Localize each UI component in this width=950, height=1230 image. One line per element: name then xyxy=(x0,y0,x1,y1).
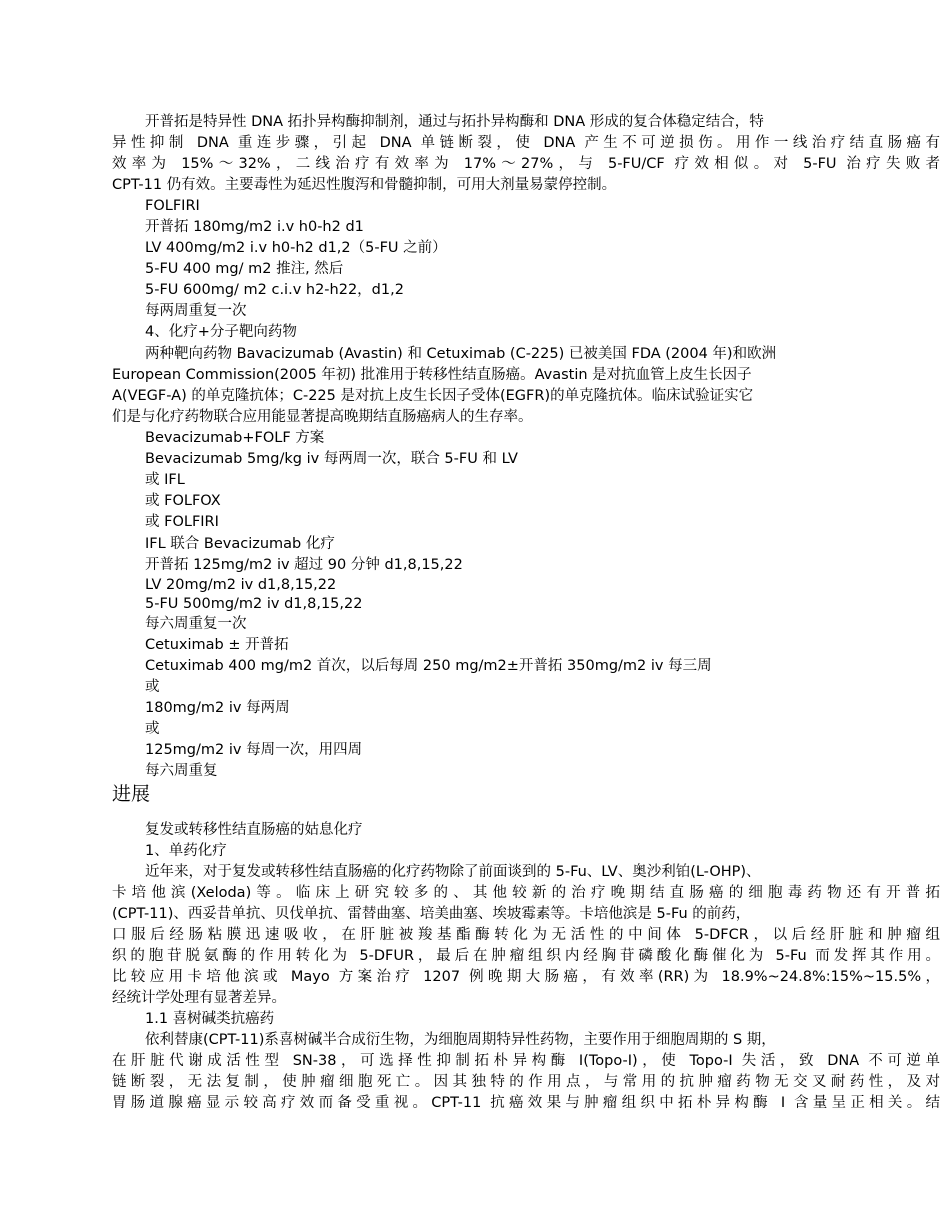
paragraph-line: 胃肠道腺癌显示较高疗效而备受重视。CPT-11 抗癌效果与肿瘤组织中拓朴异构酶 I 含量呈正相关。结 xyxy=(112,1095,940,1111)
regimen-line: 每六周重复 xyxy=(145,763,218,779)
section-subtitle: 4、化疗+分子靶向药物 xyxy=(145,324,297,340)
regimen-line: 开普拓 180mg/m2 i.v h0-h2 d1 xyxy=(145,219,364,235)
paragraph-line: 卡培他滨(Xeloda)等。临床上研究较多的、其他较新的治疗晚期结直肠癌的细胞毒药物还有开普拓 xyxy=(112,885,940,901)
paragraph-line: 两种靶向药物 Bavacizumab (Avastin) 和 Cetuximab (C-225) 已被美国 FDA (2004 年)和欧洲 xyxy=(145,346,777,362)
regimen-line: 5-FU 600mg/ m2 c.i.v h2-h22，d1,2 xyxy=(145,282,404,298)
regimen-line: 125mg/m2 iv 每周一次，用四周 xyxy=(145,742,363,758)
regimen-line: 5-FU 500mg/m2 iv d1,8,15,22 xyxy=(145,596,363,612)
regimen-line: LV 20mg/m2 iv d1,8,15,22 xyxy=(145,577,337,593)
regimen-line: 开普拓 125mg/m2 iv 超过 90 分钟 d1,8,15,22 xyxy=(145,557,463,573)
paragraph-line: 近年来，对于复发或转移性结直肠癌的化疗药物除了前面谈到的 5-Fu、LV、奥沙利铂(L-OHP)、 xyxy=(145,864,761,880)
regimen-line: 或 xyxy=(145,679,160,695)
paragraph-line: 比较应用卡培他滨或 Mayo 方案治疗 1207 例晚期大肠癌，有效率(RR)为 18.9%~24.8%:15%~15.5%， xyxy=(112,969,940,985)
paragraph-line: 在肝脏代谢成活性型 SN-38，可选择性抑制拓朴异构酶 I(Topo-I)，使 Topo-I 失活，致 DNA 不可逆单 xyxy=(112,1053,940,1069)
regimen-line: LV 400mg/m2 i.v h0-h2 d1,2（5-FU 之前） xyxy=(145,240,447,256)
paragraph-line: 开普拓是特异性 DNA 拓扑异构酶抑制剂，通过与拓扑异构酶和 DNA 形成的复合体稳定结合，特 xyxy=(145,114,764,130)
regimen-line: Cetuximab 400 mg/m2 首次，以后每周 250 mg/m2±开普拓 350mg/m2 iv 每三周 xyxy=(145,658,712,674)
paragraph-line: 链断裂，无法复制，使肿瘤细胞死亡。因其独特的作用点，与常用的抗肿瘤药物无交叉耐药性，及对 xyxy=(112,1074,940,1090)
section-subtitle: 1、单药化疗 xyxy=(145,843,227,859)
paragraph-line: 口服后经肠粘膜迅速吸收，在肝脏被羧基酯酶转化为无活性的中间体 5-DFCR，以后经肝脏和肿瘤组 xyxy=(112,927,940,943)
regimen-line: 或 IFL xyxy=(145,472,185,488)
regimen-title: FOLFIRI xyxy=(145,198,200,214)
paragraph-line: A(VEGF-A) 的单克隆抗体；C-225 是对抗上皮生长因子受体(EGFR)的单克隆抗体。临床试验证实它 xyxy=(112,388,754,404)
regimen-line: 每六周重复一次 xyxy=(145,616,247,632)
regimen-title: Cetuximab ± 开普拓 xyxy=(145,637,289,653)
regimen-line: 5-FU 400 mg/ m2 推注, 然后 xyxy=(145,261,344,277)
regimen-line: 或 FOLFOX xyxy=(145,493,221,509)
section-heading: 进展 xyxy=(112,783,151,805)
paragraph-line: European Commission(2005 年初) 批准用于转移性结直肠癌。Avastin 是对抗血管上皮生长因子 xyxy=(112,367,752,383)
regimen-title: IFL 联合 Bevacizumab 化疗 xyxy=(145,536,335,552)
regimen-line: 或 FOLFIRI xyxy=(145,514,219,530)
paragraph-line: 依利替康(CPT-11)系喜树碱半合成衍生物，为细胞周期特异性药物，主要作用于细胞周期的 S 期， xyxy=(145,1032,776,1048)
section-subtitle: 复发或转移性结直肠癌的姑息化疗 xyxy=(145,822,363,838)
regimen-line: 或 xyxy=(145,721,160,737)
regimen-line: 每两周重复一次 xyxy=(145,303,247,319)
paragraph-line: 经统计学处理有显著差异。 xyxy=(112,990,286,1006)
regimen-line: Bevacizumab 5mg/kg iv 每两周一次，联合 5-FU 和 LV xyxy=(145,451,518,467)
paragraph-line: 们是与化疗药物联合应用能显著提高晚期结直肠癌病人的生存率。 xyxy=(112,409,533,425)
regimen-title: Bevacizumab+FOLF 方案 xyxy=(145,430,325,446)
paragraph-line: 效率为 15%～32%，二线治疗有效率为 17%～27%，与 5-FU/CF 疗效相似。对 5-FU 治疗失败者 xyxy=(112,156,940,172)
paragraph-line: CPT-11 仍有效。主要毒性为延迟性腹泻和骨髓抑制，可用大剂量易蒙停控制。 xyxy=(112,177,617,193)
paragraph-line: (CPT-11)、西妥昔单抗、贝伐单抗、雷替曲塞、培美曲塞、埃坡霉素等。卡培他滨是 5-Fu 的前药， xyxy=(112,906,751,922)
paragraph-line: 异性抑制 DNA 重连步骤，引起 DNA 单链断裂，使 DNA 产生不可逆损伤。用作一线治疗结直肠癌有 xyxy=(112,135,940,151)
section-subtitle: 1.1 喜树碱类抗癌药 xyxy=(145,1011,275,1027)
paragraph-line: 织的胞苷脱氨酶的作用转化为 5-DFUR，最后在肿瘤组织内经胸苷磷酸化酶催化为 5-Fu 而发挥其作用。 xyxy=(112,948,940,964)
regimen-line: 180mg/m2 iv 每两周 xyxy=(145,700,290,716)
